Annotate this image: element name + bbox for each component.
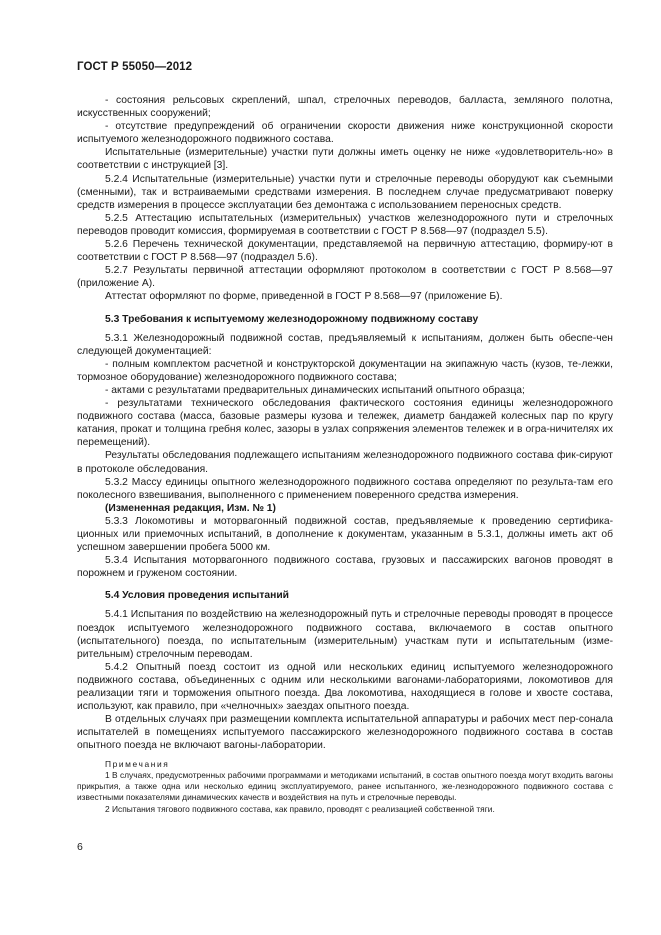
paragraph: 5.2.6 Перечень технической документации, представляемой на первичную аттестацию, формиру-ют в соответствии с ГОСТ Р 8.568—97 (подраздел 5.6). xyxy=(77,239,613,264)
paragraph: 5.3.3 Локомотивы и моторвагонный подвижной состав, предъявляемые к проведению сертифика-ционных или приемочных испытаний, в дополнение к документам, указанным в 5.3.1, должны иметь акт об успешном завершении пробега 5000 км. xyxy=(77,515,613,554)
paragraph: 5.2.7 Результаты первичной аттестации оформляют протоколом в соответствии с ГОСТ Р 8.568—97 (приложение А). xyxy=(77,265,613,290)
body-text xyxy=(77,94,613,815)
paragraph: Результаты обследования подлежащего испытаниям железнодорожного подвижного состава фик-сируют в протоколе обследования. xyxy=(77,450,613,475)
section-heading-5-3: 5.3 Требования к испытуемому железнодорожному подвижному составу xyxy=(105,313,479,325)
paragraph: - отсутствие предупреждений об ограничении скорости движения ниже конструкционной скорости испытуемого железнодорожного подвижного состава. xyxy=(77,121,613,146)
section-heading-5-4: 5.4 Условия проведения испытаний xyxy=(105,590,290,602)
paragraph: Аттестат оформляют по форме, приведенной в ГОСТ Р 8.568—97 (приложение Б). xyxy=(105,291,503,303)
paragraph: 5.3.1 Железнодорожный подвижной состав, предъявляемый к испытаниям, должен быть обеспе-чен следующей документацией: xyxy=(77,332,613,357)
document-code-header: ГОСТ Р 55050—2012 xyxy=(77,61,193,73)
paragraph: 5.3.2 Массу единицы опытного железнодорожного подвижного состава определяют по результа-там его поколесного взвешивания, выполненного с применением поверенного средства измерения. xyxy=(77,476,613,501)
list-item: - полным комплектом расчетной и конструкторской документации на экипажную часть (кузов, те-лежки, тормозное оборудование) железнодорожного подвижного состава; xyxy=(77,358,613,383)
paragraph: 5.3.4 Испытания моторвагонного подвижного состава, грузовых и пассажирских вагонов проводят в порожнем и груженом состоянии. xyxy=(77,555,613,580)
paragraph: 5.2.5 Аттестацию испытательных (измерительных) участков железнодорожного пути и стрелочных переводов проводит комиссия, формируемая в соответствии с ГОСТ Р 8.568—97 (подраздел 5.5). xyxy=(77,212,613,237)
note-item: 2 Испытания тягового подвижного состава, как правило, проводят с реализацией собственной тяги. xyxy=(105,803,495,814)
list-item: - результатами технического обследования фактического состояния единицы железнодорожного подвижного состава (масса, базовые размеры кузова и тележек, диаметр бандажей колесных пар по кругу катания, прокат и толщина гребня колес, зазоры в узлах сопряжения элементов тележек и в огра-ничителях их перемещений). xyxy=(77,398,613,449)
paragraph: 5.2.4 Испытательные (измерительные) участки пути и стрелочные переводы оборудуют как съемными (сменными), так и встраиваемыми средствами измерения. В последнем случае предусматривают поверку средств измерения в процессе эксплуатации без демонтажа с использованием переносных средств. xyxy=(77,173,613,211)
paragraph: Испытательные (измерительные) участки пути должны иметь оценку не ниже «удовлетворитель-но» в соответствии с инструкцией [3]. xyxy=(77,147,613,172)
notes-title: Примечания xyxy=(105,758,170,769)
list-item: - актами с результатами предварительных динамических испытаний опытного образца; xyxy=(105,384,525,396)
paragraph: 5.4.2 Опытный поезд состоит из одной или нескольких единиц испытуемого железнодорожного подвижного состава, объединенных с одним или несколькими вагонами-лабораториями, локомотивов для реализации тяги и торможения опытного поезда. Два локомотива, находящиеся в голове и хвосте состава, используют, как правило, при «челночных» заездах опытного поезда. xyxy=(77,661,613,713)
paragraph: - состояния рельсовых скреплений, шпал, стрелочных переводов, балласта, земляного полотна, искусственных сооружений; xyxy=(77,95,613,120)
paragraph: В отдельных случаях при размещении комплекта испытательной аппаратуры и рабочих мест пер-сонала испытателей в помещениях испытуемого пассажирского железнодорожного подвижного состава в состав опытного поезда не включают вагоны-лаборатории. xyxy=(77,714,613,752)
paragraph: 5.4.1 Испытания по воздействию на железнодорожный путь и стрелочные переводы проводят в процессе поездок испытуемого железнодорожного подвижного состава, включаемого в состав опытного (испытательного) поезда, по испытательным (измерительным) участкам пути и испытательным (изме-рительным) стрелочным переводам. xyxy=(77,609,613,660)
amendment-note: (Измененная редакция, Изм. № 1) xyxy=(105,502,276,514)
note-item: 1 В случаях, предусмотренных рабочими программами и методиками испытаний, в состав опытного поезда могут входить вагоны прикрытия, а также одна или несколько единиц эксплуатируемого, ранее испытанного, же-лезнодорожного подвижного состава с известными показателями динамических качеств и воздействия на путь и стрелочные переводы. xyxy=(77,769,613,803)
page-number: 6 xyxy=(77,841,83,853)
notes-block xyxy=(77,759,613,815)
